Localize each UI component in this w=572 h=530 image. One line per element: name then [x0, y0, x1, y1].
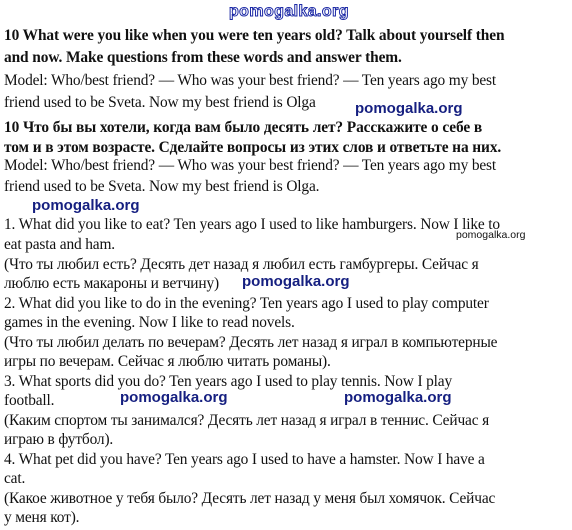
answer-4-ru-line-2: у меня кот).: [4, 509, 80, 526]
watermark-lower-right: pomogalka.org: [344, 389, 452, 406]
watermark-lower-left: pomogalka.org: [120, 389, 228, 406]
watermark-middle: pomogalka.org: [242, 273, 350, 290]
model-en-line-2: friend used to be Sveta. Now my best friend is Olga: [4, 94, 316, 111]
answer-2-en-line-2: games in the evening. Now I like to read novels.: [4, 314, 295, 331]
exercise-title-en-line-1: 10 What were you like when you were ten years old? Talk about yourself then: [4, 27, 505, 44]
exercise-title-ru-line-2: том и в этом возрасте. Сделайте вопросы из этих слов и ответьте на них.: [4, 139, 502, 156]
answer-1-ru-line-1: (Что ты любил есть? Десять дет назад я любил есть гамбургеры. Сейчас я: [4, 256, 479, 273]
watermark-model: pomogalka.org: [355, 100, 463, 117]
answer-3-ru-line-1: (Каким спортом ты занимался? Десять лет назад я играл в теннис. Сейчас я: [4, 412, 490, 429]
answer-1-en-line-1: 1. What did you like to eat? Ten years ago I used to like hamburgers. Now I like to: [4, 216, 500, 233]
answer-1-ru-line-2: люблю есть макароны и ветчину): [4, 275, 219, 292]
answer-1-en-line-2: eat pasta and ham.: [4, 236, 115, 253]
answer-3-en-line-2: football.: [4, 392, 55, 409]
watermark-top: pomogalka.org: [229, 3, 349, 20]
answer-2-ru-line-2: игры по вечерам. Сейчас я люблю читать романы).: [4, 353, 331, 370]
answer-4-ru-line-1: (Какое животное у тебя было? Десять лет назад у меня был хомячок. Сейчас: [4, 490, 496, 507]
model-ru-line-2: friend used to be Sveta. Now my best friend is Olga.: [4, 178, 320, 195]
watermark-small: pomogalka.org: [456, 229, 526, 241]
answer-4-en-line-2: cat.: [4, 470, 26, 487]
watermark-left: pomogalka.org: [32, 197, 140, 214]
answer-3-en-line-1: 3. What sports did you do? Ten years ago I used to play tennis. Now I play: [4, 373, 453, 390]
answer-2-ru-line-1: (Что ты любил делать по вечерам? Десять лет назад я играл в компьютерные: [4, 334, 498, 351]
answer-3-ru-line-2: играю в футбол).: [4, 431, 114, 448]
exercise-title-ru-line-1: 10 Что бы вы хотели, когда вам было десять лет? Расскажите о себе в: [4, 119, 483, 136]
answer-4-en-line-1: 4. What pet did you have? Ten years ago I used to have a hamster. Now I have a: [4, 451, 485, 468]
exercise-title-en-line-2: and now. Make questions from these words and answer them.: [4, 49, 402, 66]
model-en-line-1: Model: Who/best friend? — Who was your best friend? — Ten years ago my best: [4, 72, 497, 89]
exercise-text: [4, 0, 568, 530]
model-ru-line-1: Model: Who/best friend? — Who was your best friend? — Ten years ago my best: [4, 157, 497, 174]
answer-2-en-line-1: 2. What did you like to do in the evening? Ten years ago I used to play computer: [4, 295, 489, 312]
